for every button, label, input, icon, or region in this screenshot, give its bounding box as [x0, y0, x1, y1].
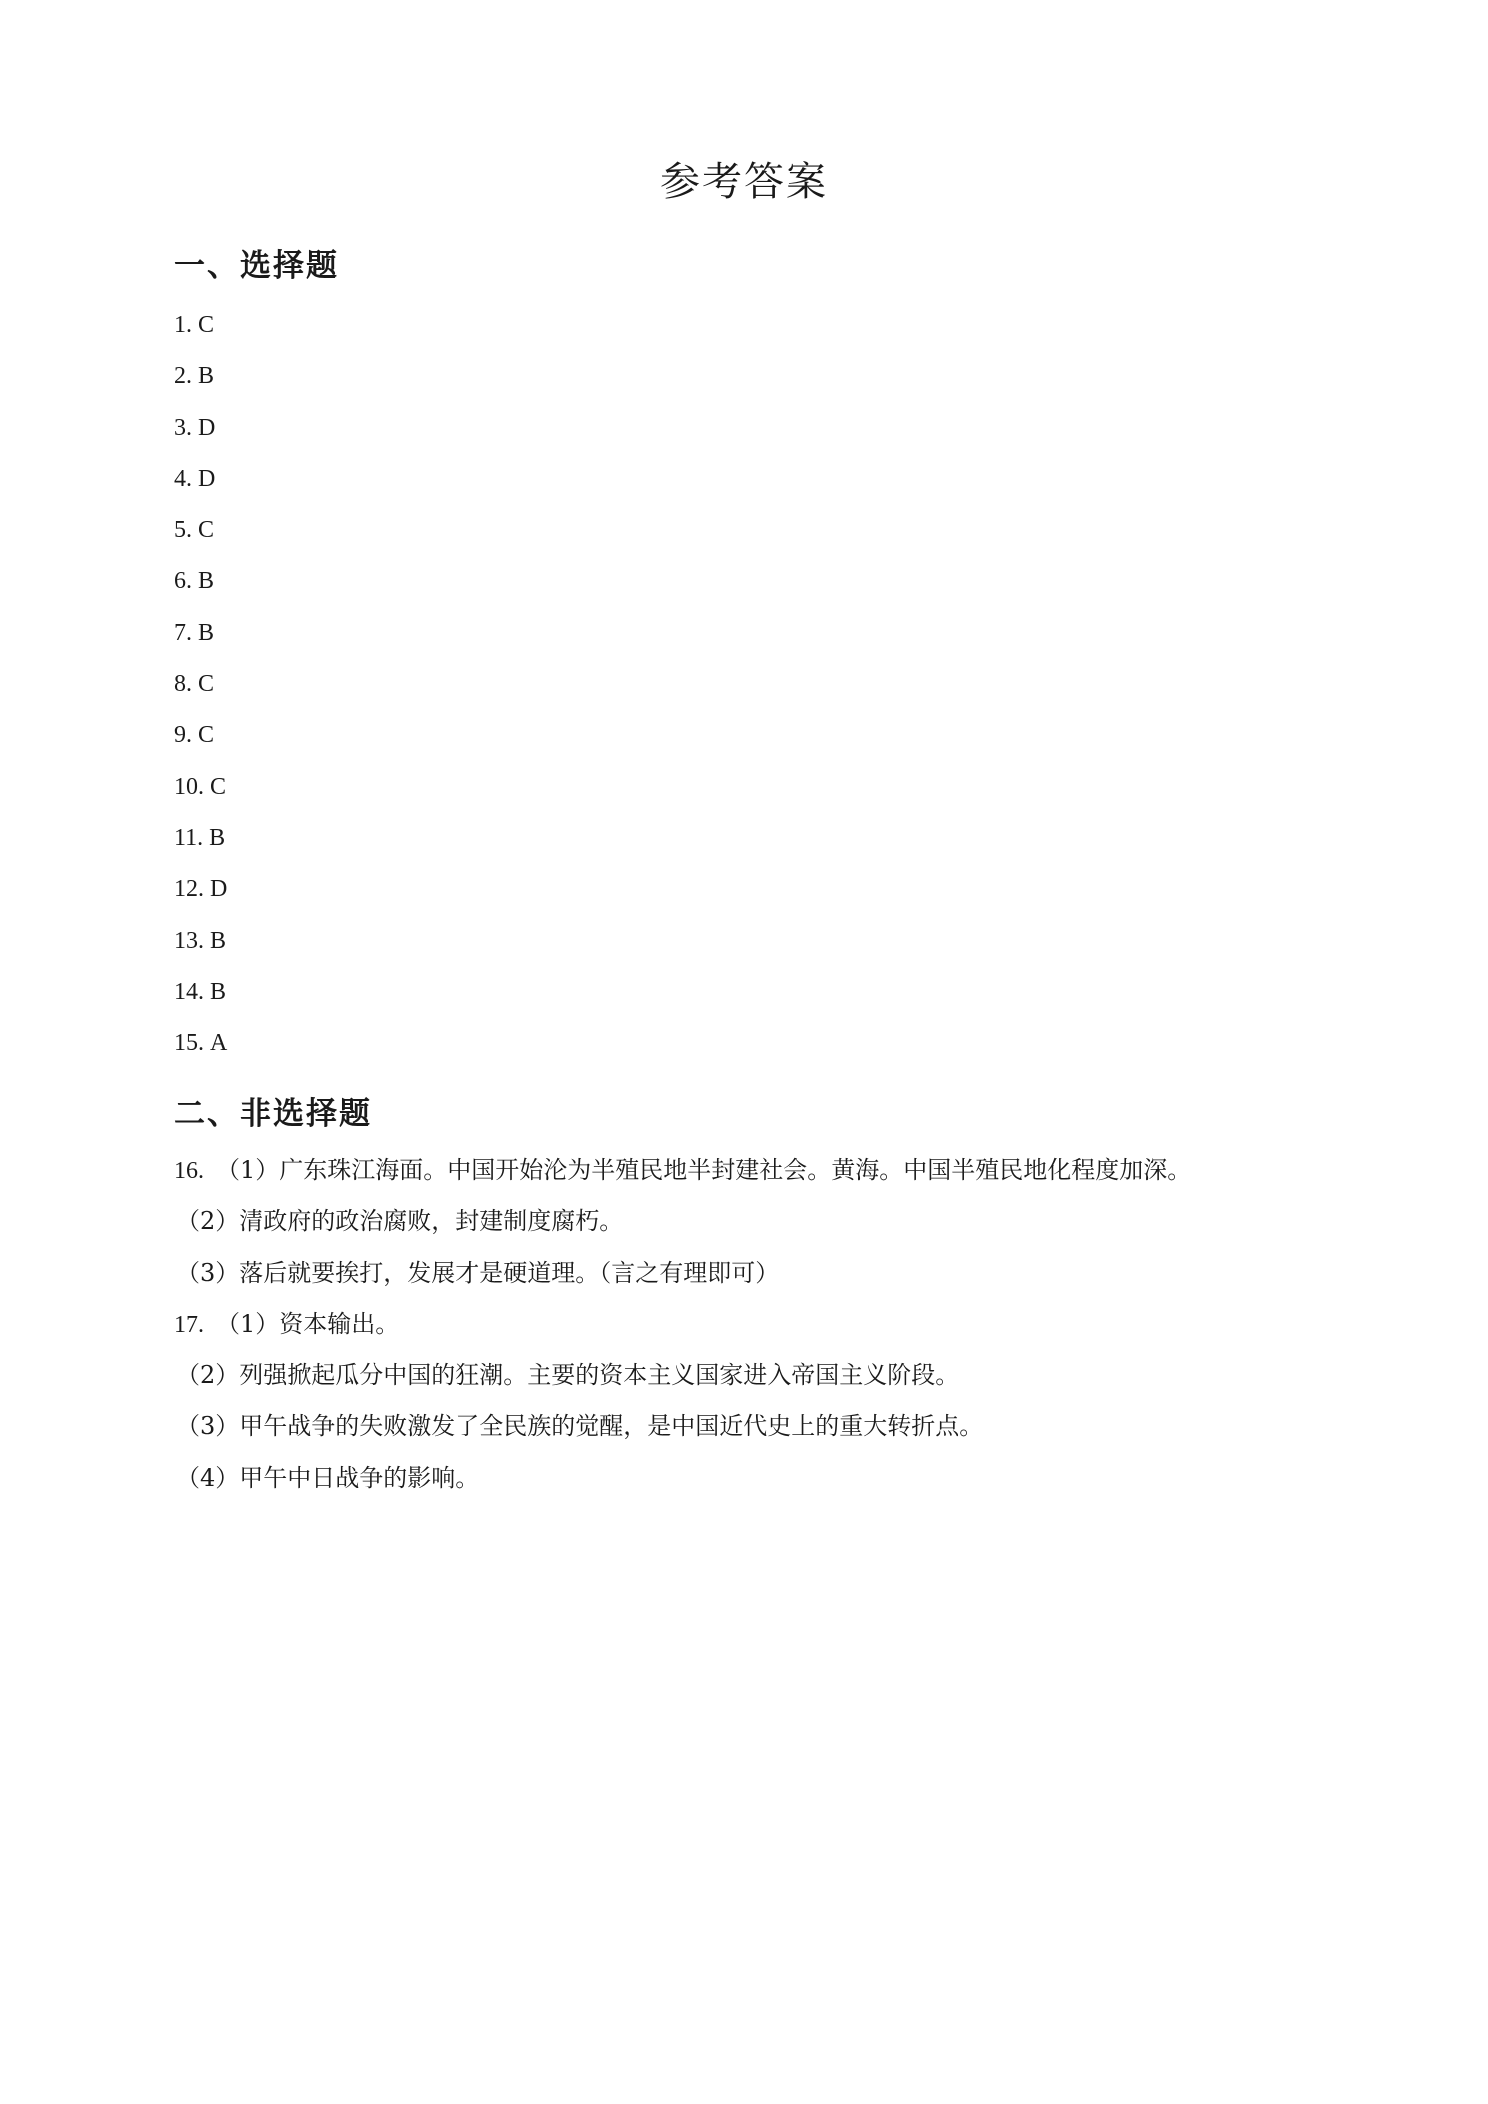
- answer-item: [174, 864, 227, 915]
- answer-item: [174, 967, 227, 1018]
- answer-item: [174, 608, 227, 659]
- answer-letter: B: [198, 568, 215, 595]
- number-separator: .: [186, 671, 192, 698]
- answer-text: （1）广东珠江海面。中国开始沦为半殖民地半封建社会。黄海。中国半殖民地化程度加深。: [216, 1156, 1192, 1184]
- number-separator: .: [186, 363, 192, 390]
- answer-letter: C: [198, 312, 215, 338]
- answer-text: （1）资本输出。: [216, 1309, 400, 1338]
- answer-line: [176, 1350, 1191, 1401]
- answer-letter: D: [198, 414, 216, 441]
- number-separator: .: [186, 465, 192, 492]
- answer-line: [176, 1401, 1191, 1452]
- answer-letter: B: [198, 619, 215, 646]
- answer-letter: B: [198, 363, 215, 390]
- answer-line: [174, 1299, 1191, 1350]
- section-heading-non-multiple-choice: 二、非选择题: [174, 1096, 372, 1132]
- answer-item: [174, 505, 227, 556]
- question-number: 4: [174, 465, 186, 492]
- answer-letter: C: [210, 773, 227, 800]
- number-separator: .: [198, 927, 204, 954]
- number-separator: .: [186, 568, 192, 595]
- answer-item: [174, 351, 227, 402]
- question-number: 9: [174, 722, 186, 749]
- answer-letter: B: [210, 927, 227, 954]
- answer-text: （3）落后就要挨打，发展才是硬道理。（言之有理即可）: [176, 1258, 780, 1287]
- question-number: 2: [174, 363, 186, 390]
- answer-item: [174, 454, 227, 505]
- answer-item: [174, 659, 227, 710]
- section-heading-multiple-choice: 一、选择题: [174, 248, 339, 284]
- number-separator: .: [186, 414, 192, 441]
- question-number: 11: [174, 824, 198, 851]
- answer-letter: C: [198, 517, 215, 544]
- answer-item: [174, 710, 227, 761]
- page-title: 参考答案: [660, 159, 828, 205]
- number-separator: .: [186, 517, 192, 544]
- answer-letter: D: [198, 465, 216, 492]
- question-number: 16.: [174, 1158, 204, 1184]
- question-number: 3: [174, 414, 186, 441]
- answer-item: [174, 813, 227, 864]
- number-separator: .: [198, 1030, 204, 1057]
- answer-item: [174, 762, 227, 813]
- number-separator: .: [198, 773, 204, 800]
- number-separator: .: [186, 312, 192, 338]
- answer-item: [174, 556, 227, 607]
- answer-letter: B: [209, 824, 226, 851]
- non-multiple-choice-answer-list: [174, 1145, 1191, 1504]
- multiple-choice-answer-list: [174, 300, 227, 1069]
- answer-line: [176, 1196, 1191, 1247]
- question-number: 7: [174, 619, 186, 646]
- answer-letter: B: [210, 978, 227, 1005]
- question-number: 1: [174, 312, 186, 338]
- number-separator: .: [197, 824, 204, 851]
- answer-line: [174, 1145, 1191, 1196]
- answer-line: [176, 1248, 1191, 1299]
- answer-text: （3）甲午战争的失败激发了全民族的觉醒，是中国近代史上的重大转折点。: [176, 1412, 984, 1441]
- number-separator: .: [186, 722, 192, 749]
- question-number: 17.: [174, 1311, 204, 1338]
- answer-line: [176, 1453, 1191, 1504]
- question-number: 12: [174, 876, 198, 903]
- question-number: 10: [174, 773, 198, 800]
- answer-letter: D: [210, 876, 228, 903]
- answer-item: [174, 916, 227, 967]
- number-separator: .: [186, 619, 192, 646]
- answer-item: [174, 403, 227, 454]
- answer-letter: A: [210, 1030, 228, 1057]
- answer-letter: C: [198, 722, 215, 749]
- question-number: 8: [174, 671, 186, 698]
- number-separator: .: [198, 978, 204, 1005]
- answer-text: （4）甲午中日战争的影响。: [176, 1463, 480, 1492]
- question-number: 14: [174, 978, 198, 1005]
- answer-text: （2）列强掀起瓜分中国的狂潮。主要的资本主义国家进入帝国主义阶段。: [176, 1361, 960, 1390]
- question-number: 6: [174, 568, 186, 595]
- question-number: 13: [174, 927, 198, 954]
- answer-item: [174, 300, 227, 351]
- answer-text: （2）清政府的政治腐败，封建制度腐朽。: [176, 1207, 624, 1236]
- question-number: 5: [174, 517, 186, 544]
- answer-item: [174, 1018, 227, 1069]
- question-number: 15: [174, 1030, 198, 1057]
- answer-letter: C: [198, 671, 215, 698]
- number-separator: .: [198, 876, 204, 903]
